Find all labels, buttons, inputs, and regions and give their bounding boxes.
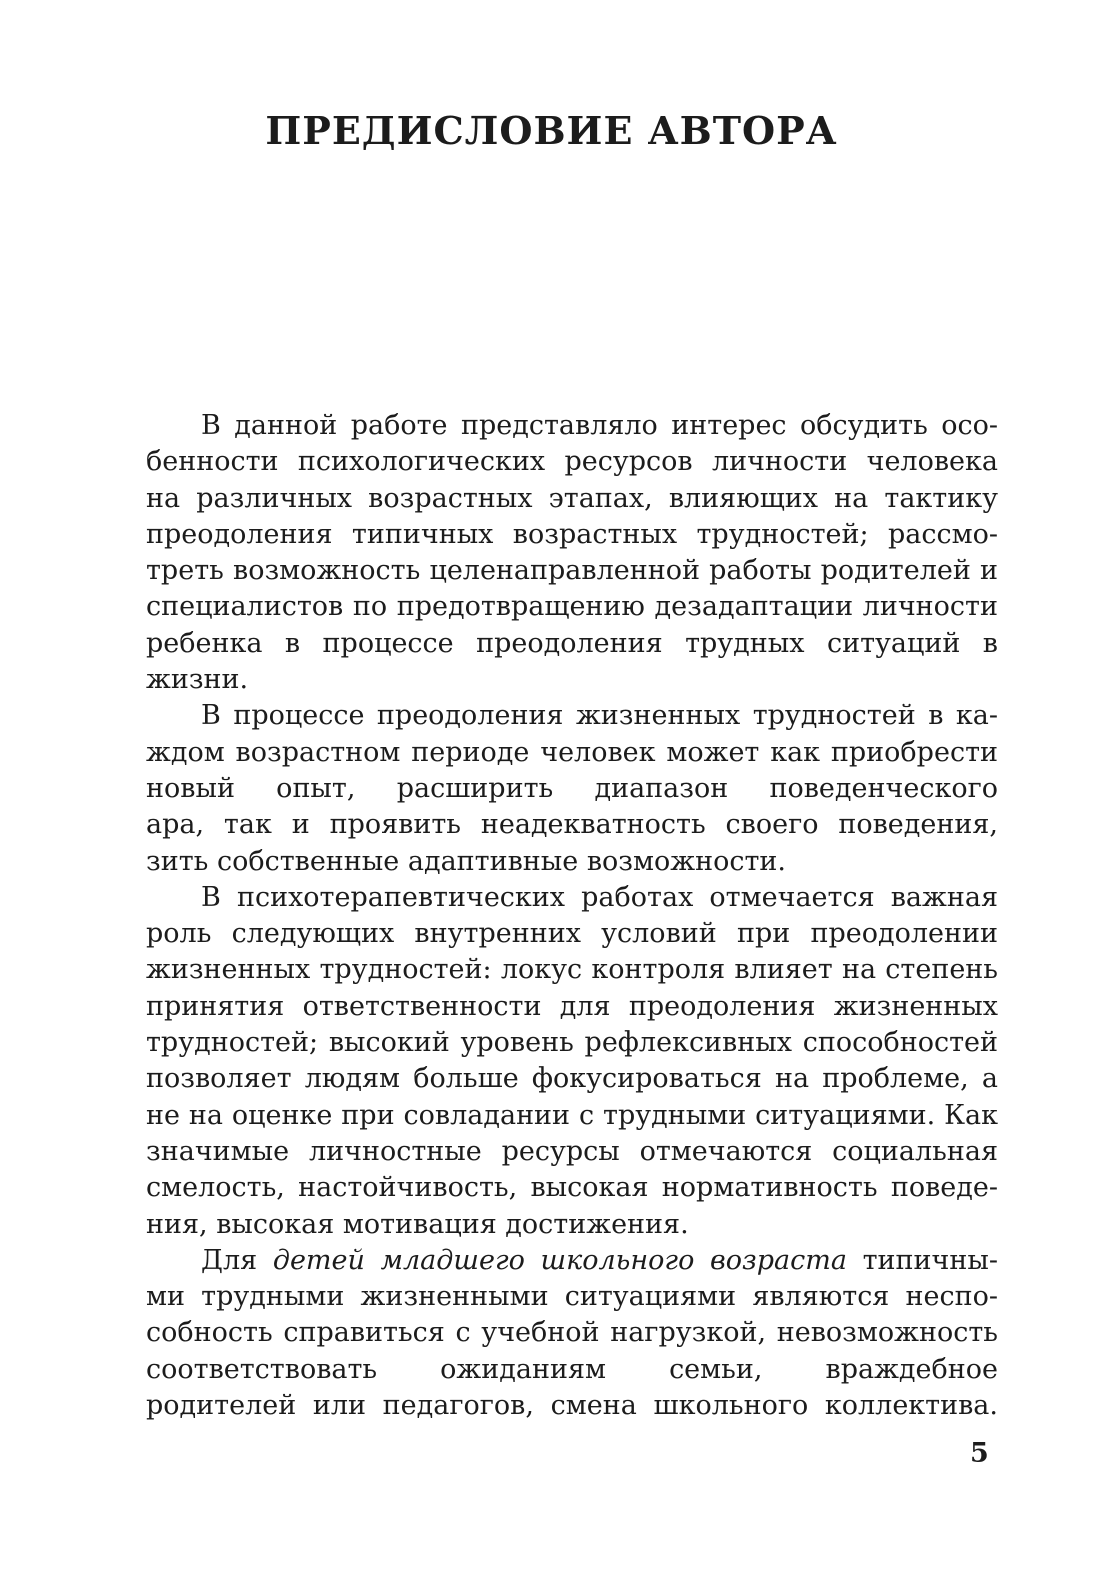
text-line: жизненных трудностей: локус контроля влияет на степень bbox=[146, 954, 998, 986]
text-line: зить собственные адаптивные возможности. bbox=[146, 845, 787, 877]
text-line: В психотерапевтических работах отмечается важная bbox=[201, 881, 998, 913]
text-line: трудностей; высокий уровень рефлексивных способностей bbox=[146, 1027, 998, 1059]
paragraph-3 bbox=[146, 880, 998, 1243]
text-line: ния, высокая мотивация достижения. bbox=[146, 1208, 689, 1240]
text-line: бенности психологических ресурсов личности человека bbox=[146, 446, 998, 478]
text-line: ждом возрастном периоде человек может как приобрести bbox=[146, 736, 998, 768]
text-line: ара, так и проявить неадекватность своего поведения, bbox=[146, 809, 998, 841]
italic-emphasis: детей младшего школьного возраста bbox=[272, 1244, 847, 1276]
text-line: роль следующих внутренних условий при преодолении bbox=[146, 918, 998, 950]
text-line: значимые личностные ресурсы отмечаются социальная bbox=[146, 1135, 998, 1167]
text-line: соответствовать ожиданиям семьи, враждебное bbox=[146, 1353, 998, 1385]
text-line: принятия ответственности для преодоления жизненных bbox=[146, 990, 998, 1022]
body-text bbox=[146, 408, 998, 1424]
text-line: специалистов по предотвращению дезадаптации личности bbox=[146, 591, 998, 623]
paragraph-4 bbox=[146, 1243, 998, 1424]
page-number: 5 bbox=[970, 1438, 989, 1469]
text-line: не на оценке при совладании с трудными ситуациями. Как bbox=[146, 1099, 998, 1131]
text-line: ми трудными жизненными ситуациями являются неспо- bbox=[146, 1281, 998, 1313]
text-line: новый опыт, расширить диапазон поведенческого bbox=[146, 772, 998, 804]
text-line: позволяет людям больше фокусироваться на проблеме, а bbox=[146, 1063, 998, 1095]
text-line: собность справиться с учебной нагрузкой, невозможность bbox=[146, 1317, 998, 1349]
chapter-title: ПРЕДИСЛОВИЕ АВТОРА bbox=[265, 108, 838, 153]
paragraph-1 bbox=[146, 408, 998, 698]
text-line: треть возможность целенаправленной работы родителей и bbox=[146, 555, 998, 587]
text-line: В процессе преодоления жизненных трудностей в ка- bbox=[201, 700, 998, 732]
text-run: типичны- bbox=[846, 1244, 998, 1276]
text-line: В данной работе представляло интерес обсудить осо- bbox=[201, 410, 998, 441]
text-line: ребенка в процессе преодоления трудных ситуаций в bbox=[146, 627, 998, 659]
text-line: жизни. bbox=[146, 664, 249, 696]
paragraph-2 bbox=[146, 698, 998, 879]
text-line: родителей или педагогов, смена школьного коллектива. bbox=[146, 1390, 998, 1422]
text-line: преодоления типичных возрастных трудностей; рассмо- bbox=[146, 518, 998, 550]
text-line: на различных возрастных этапах, влияющих на тактику bbox=[146, 482, 998, 514]
text-run: Для bbox=[201, 1244, 273, 1276]
text-line bbox=[146, 1243, 998, 1279]
text-line: смелость, настойчивость, высокая нормативность поведе- bbox=[146, 1172, 998, 1204]
